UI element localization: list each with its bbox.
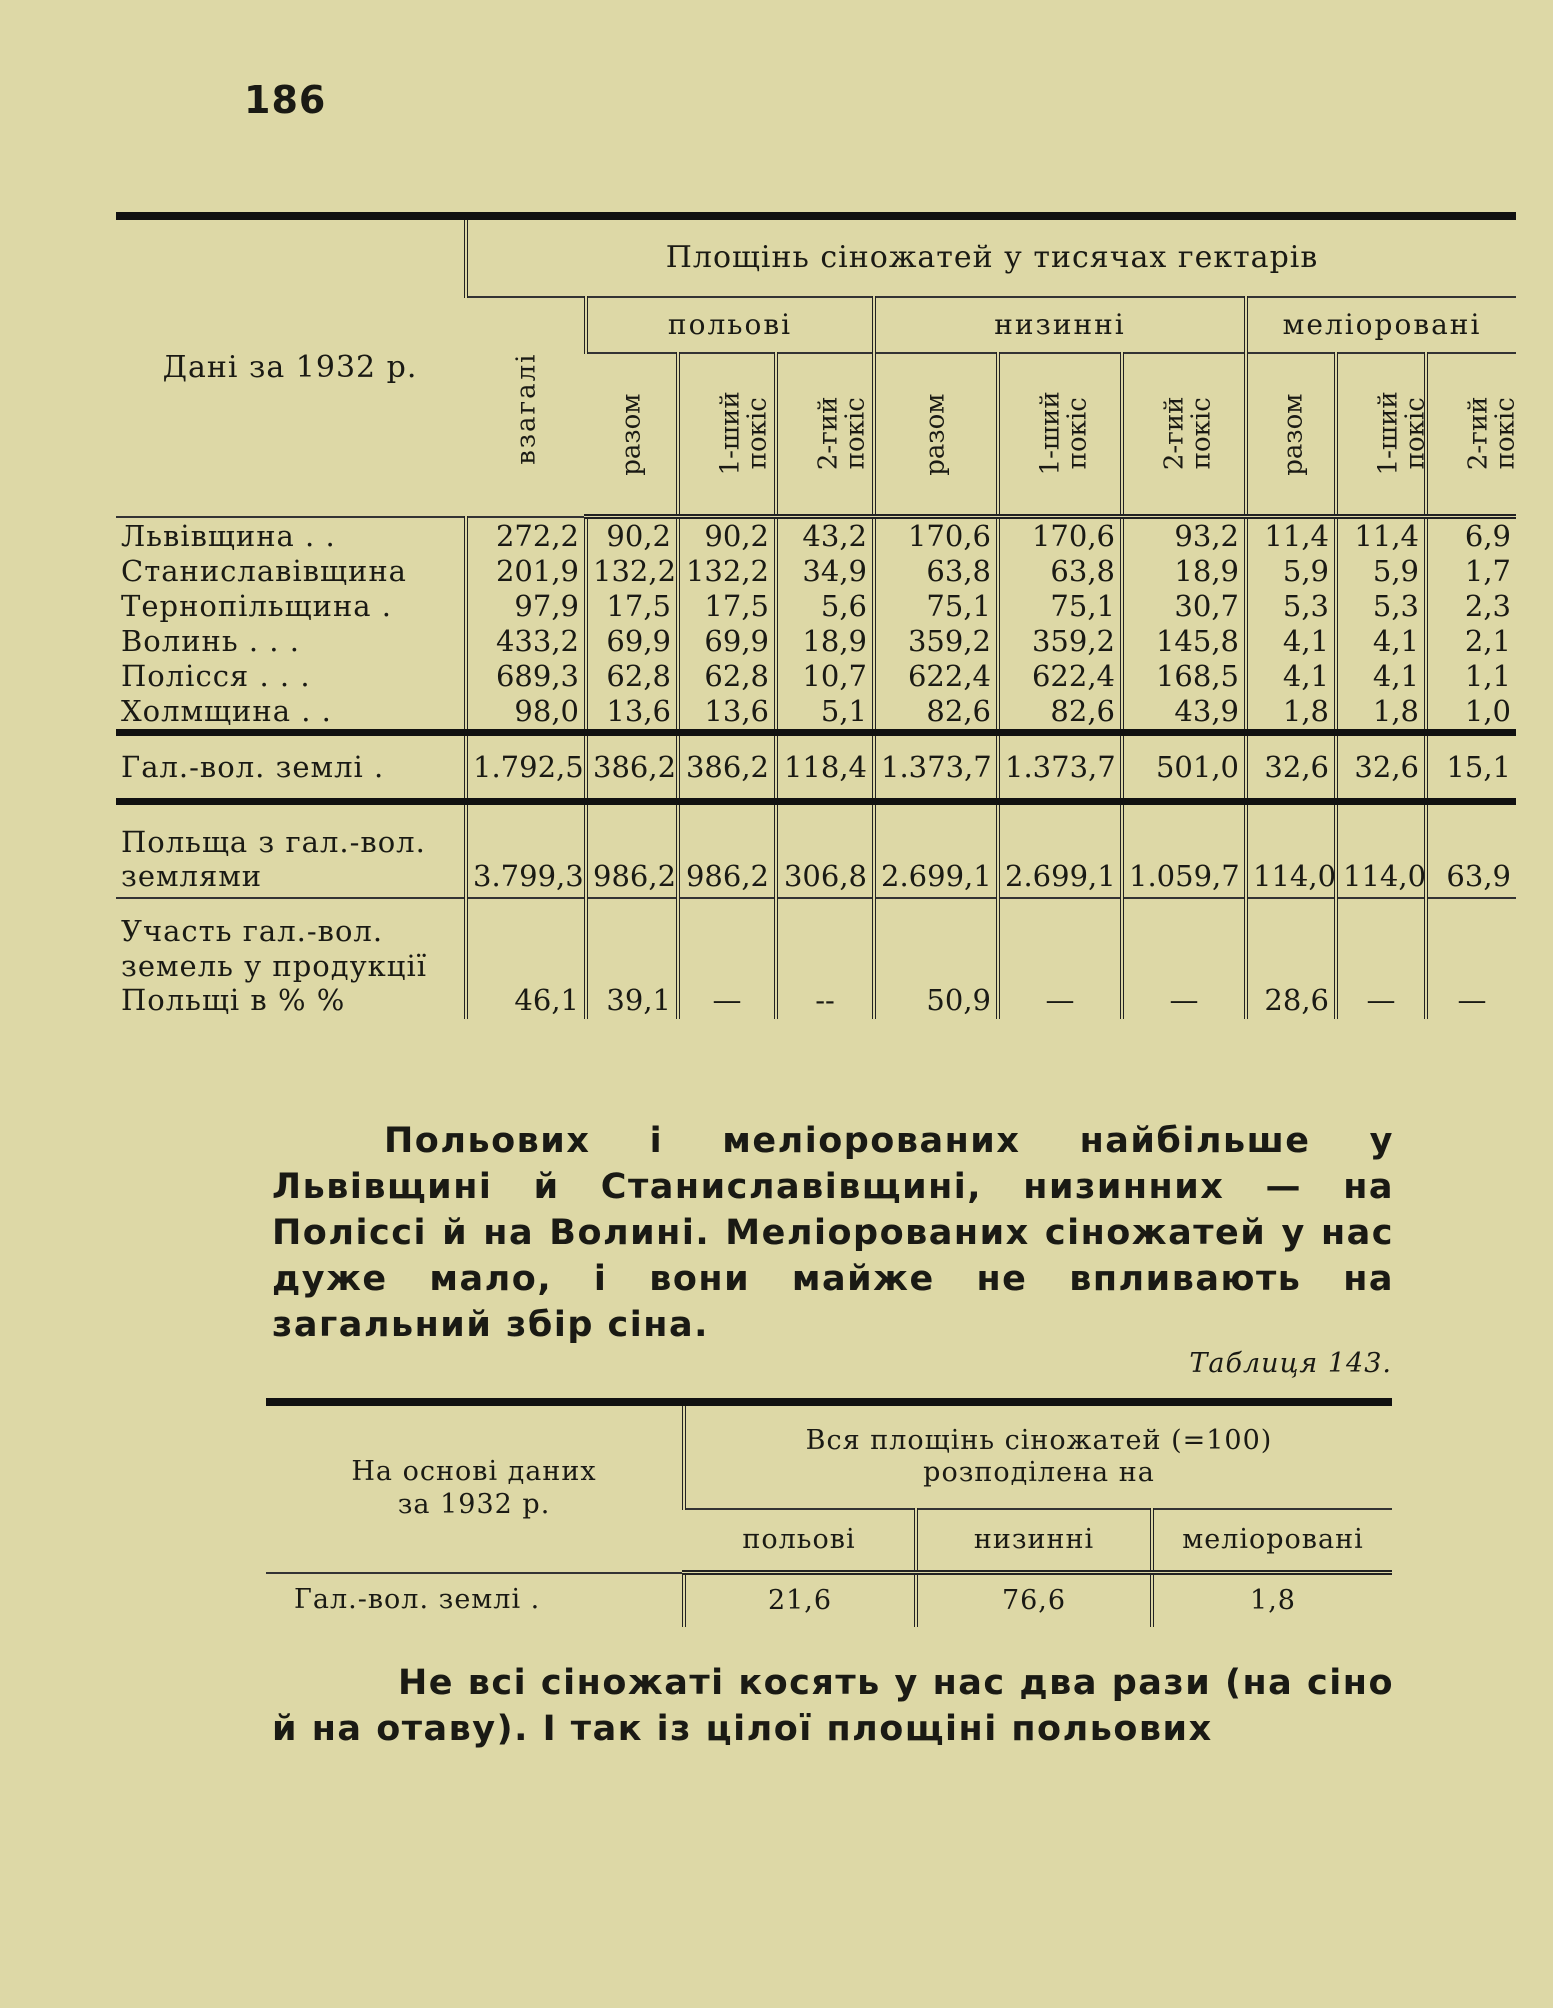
cell-value: 359,2 (998, 624, 1122, 659)
cell-value: 34,9 (776, 554, 874, 589)
cell-value: — (1122, 898, 1246, 1019)
table-row (116, 517, 1516, 555)
cell-value: 18,9 (1122, 554, 1246, 589)
cell-value: 18,9 (776, 624, 874, 659)
cell-value: 118,4 (776, 733, 874, 802)
row-label: Польща з гал.-вол. землями (116, 802, 466, 899)
paragraph-1: Польових і меліорованих найбільше у Львівщині й Станиславівщині, низинних — на Поліссі й на Волині. Меліорованих сіножатей у нас дуже мало, і вони майже не впливають на загальний збір сіна. (272, 1121, 1394, 1345)
table-row (116, 802, 1516, 899)
cell-value: 98,0 (466, 694, 586, 733)
cell-value: 63,8 (998, 554, 1122, 589)
table-caption: Таблиця 143. (1189, 1348, 1392, 1379)
cell-value: 3.799,3 (466, 802, 586, 899)
cell-value: 386,2 (586, 733, 678, 802)
sub-header: разом (874, 353, 998, 517)
cell-value: 13,6 (586, 694, 678, 733)
cell-value: 132,2 (678, 554, 776, 589)
group-header-meliorated: меліоровані (1246, 297, 1516, 353)
group-header-lowland: низинні (874, 297, 1246, 353)
cell-value: 168,5 (1122, 659, 1246, 694)
cell-value: 11,4 (1336, 517, 1426, 555)
col-total-header: взагалі (466, 297, 586, 517)
cell-value: 69,9 (586, 624, 678, 659)
cell-value: 114,0 (1336, 802, 1426, 899)
row-label: Станиславівщина (121, 554, 407, 589)
cell-value: 5,3 (1336, 589, 1426, 624)
cell-value: 90,2 (586, 517, 678, 555)
cell-value: 30,7 (1122, 589, 1246, 624)
cell-value: 201,9 (466, 554, 586, 589)
table-row (266, 1573, 1392, 1628)
cell-value: 1,8 (1152, 1573, 1392, 1628)
hayfield-area-table (116, 212, 1521, 1019)
cell-value: 62,8 (678, 659, 776, 694)
table-row (116, 898, 1516, 1019)
cell-value: 4,1 (1246, 659, 1336, 694)
t2-sub-header: меліоровані (1152, 1509, 1392, 1573)
cell-value: 82,6 (874, 694, 998, 733)
cell-value: 4,1 (1336, 624, 1426, 659)
cell-value: 50,9 (874, 898, 998, 1019)
cell-value: 2,3 (1426, 589, 1516, 624)
cell-value: 11,4 (1246, 517, 1336, 555)
t2-sub-header: польові (684, 1509, 916, 1573)
row-label: Гал.-вол. землі . (294, 1584, 541, 1616)
cell-value: 1.792,5 (466, 733, 586, 802)
sub-header: разом (586, 353, 678, 517)
cell-value: 1.373,7 (998, 733, 1122, 802)
cell-value: 6,9 (1426, 517, 1516, 555)
cell-value: 4,1 (1246, 624, 1336, 659)
cell-value: 63,8 (874, 554, 998, 589)
sub-header: 2-гий покіс (776, 353, 874, 517)
cell-value: 501,0 (1122, 733, 1246, 802)
row-label: Участь гал.-вол. земель у продукції Польщі в % % (121, 914, 428, 1017)
cell-value: 5,6 (776, 589, 874, 624)
cell-value: 28,6 (1246, 898, 1336, 1019)
cell-value: 43,2 (776, 517, 874, 555)
cell-value: 433,2 (466, 624, 586, 659)
paragraph-2: Не всі сіножаті косять у нас два рази (на сіно й на отаву). І так із цілої площіні польових (272, 1663, 1394, 1749)
cell-value: 114,0 (1246, 802, 1336, 899)
table-row (116, 694, 1516, 733)
sub-header: разом (1246, 353, 1336, 517)
row-label: Львівщина . . (121, 518, 336, 553)
cell-value: 32,6 (1336, 733, 1426, 802)
cell-value: 21,6 (684, 1573, 916, 1628)
t2-stub-header: На основі даних за 1932 р. (266, 1402, 684, 1573)
cell-value: 46,1 (466, 898, 586, 1019)
cell-value: 90,2 (678, 517, 776, 555)
cell-value: 2.699,1 (998, 802, 1122, 899)
row-label: Полісся . . . (121, 659, 311, 694)
group-header-field: польові (586, 297, 874, 353)
cell-value: 82,6 (998, 694, 1122, 733)
cell-value: -- (776, 898, 874, 1019)
row-label: Гал.-вол. землі . (116, 733, 466, 802)
hayfield-share-table (266, 1398, 1392, 1627)
cell-value: 93,2 (1122, 517, 1246, 555)
table-row (116, 589, 1516, 624)
page-number: 186 (244, 78, 327, 122)
sub-header: 2-гий покіс (1426, 353, 1516, 517)
t2-sub-header: низинні (916, 1509, 1152, 1573)
cell-value: 15,1 (1426, 733, 1516, 802)
main-header: Площінь сіножатей у тисячах гектарів (466, 216, 1516, 297)
cell-value: 1,0 (1426, 694, 1516, 733)
cell-value: 2.699,1 (874, 802, 998, 899)
row-label: Тернопільщина . (121, 589, 393, 624)
cell-value: 986,2 (678, 802, 776, 899)
row-label: Холмщина . . (116, 694, 466, 733)
cell-value: 4,1 (1336, 659, 1426, 694)
cell-value: — (1336, 898, 1426, 1019)
cell-value: 17,5 (586, 589, 678, 624)
cell-value: — (678, 898, 776, 1019)
cell-value: 76,6 (916, 1573, 1152, 1628)
cell-value: 75,1 (874, 589, 998, 624)
table-row (116, 733, 1516, 802)
cell-value: 1,7 (1426, 554, 1516, 589)
cell-value: 5,9 (1246, 554, 1336, 589)
cell-value: 306,8 (776, 802, 874, 899)
cell-value: 62,8 (586, 659, 678, 694)
cell-value: 386,2 (678, 733, 776, 802)
cell-value: 1,1 (1426, 659, 1516, 694)
cell-value: 1,8 (1246, 694, 1336, 733)
cell-value: 170,6 (998, 517, 1122, 555)
cell-value: 75,1 (998, 589, 1122, 624)
cell-value: 13,6 (678, 694, 776, 733)
sub-header: 1-ший покіс (678, 353, 776, 517)
cell-value: 17,5 (678, 589, 776, 624)
cell-value: 145,8 (1122, 624, 1246, 659)
cell-value: 63,9 (1426, 802, 1516, 899)
table-row (116, 554, 1516, 589)
cell-value: 1.059,7 (1122, 802, 1246, 899)
cell-value: 986,2 (586, 802, 678, 899)
sub-header: 2-гий покіс (1122, 353, 1246, 517)
cell-value: — (1426, 898, 1516, 1019)
table-row (116, 659, 1516, 694)
sub-header: 1-ший покіс (1336, 353, 1426, 517)
cell-value: 2,1 (1426, 624, 1516, 659)
cell-value: 43,9 (1122, 694, 1246, 733)
cell-value: 5,9 (1336, 554, 1426, 589)
cell-value: 1,8 (1336, 694, 1426, 733)
stub-header: Дані за 1932 р. (116, 216, 466, 517)
cell-value: 5,1 (776, 694, 874, 733)
cell-value: 132,2 (586, 554, 678, 589)
cell-value: 170,6 (874, 517, 998, 555)
cell-value: 69,9 (678, 624, 776, 659)
t2-main-header: Вся площінь сіножатей (=100) розподілена на (684, 1402, 1392, 1509)
cell-value: 359,2 (874, 624, 998, 659)
sub-header: 1-ший покіс (998, 353, 1122, 517)
cell-value: 622,4 (874, 659, 998, 694)
cell-value: 272,2 (466, 517, 586, 555)
cell-value: — (998, 898, 1122, 1019)
cell-value: 5,3 (1246, 589, 1336, 624)
cell-value: 39,1 (586, 898, 678, 1019)
cell-value: 622,4 (998, 659, 1122, 694)
row-label: Волинь . . . (121, 624, 300, 659)
cell-value: 689,3 (466, 659, 586, 694)
cell-value: 1.373,7 (874, 733, 998, 802)
table-row (116, 624, 1516, 659)
cell-value: 97,9 (466, 589, 586, 624)
cell-value: 32,6 (1246, 733, 1336, 802)
cell-value: 10,7 (776, 659, 874, 694)
